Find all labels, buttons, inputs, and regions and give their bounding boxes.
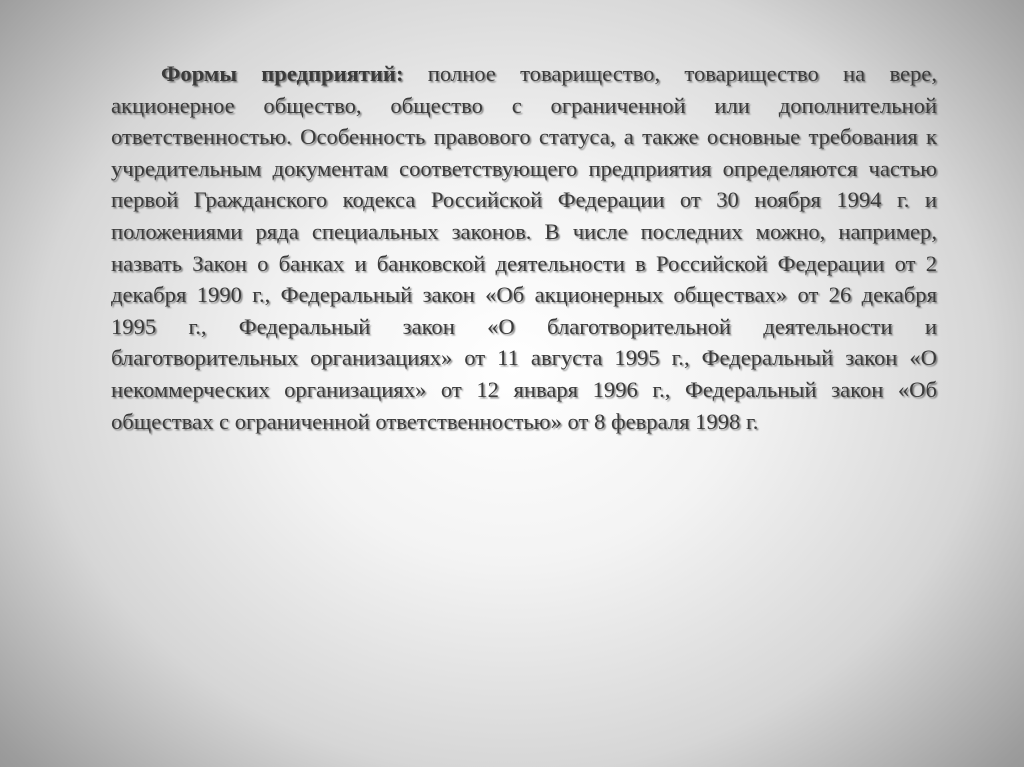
slide-paragraph: [111, 58, 937, 437]
paragraph-body-text: полное товарищество, товарищество на вере, акционерное общество, общество с ограниченной или дополнительной ответственностью. Особенность правового статуса, а также основные требования к учредительным документам соответствующего предприятия определяются частью первой Гражданского кодекса Российской Федерации от 30 ноября 1994 г. и положениями ряда специальных законов. В числе последних можно, например, назвать Закон о банках и банковской деятельности в Российской Федерации от 2 декабря 1990 г., Федеральный закон «Об акционерных обществах» от 26 декабря 1995 г., Федеральный закон «О благотворительной деятельности и благотворительных организациях» от 11 августа 1995 г., Федеральный закон «О некоммерческих организациях» от 12 января 1996 г., Федеральный закон «Об обществах с ограниченной ответственностью» от 8 февраля 1998 г.: [111, 61, 937, 434]
paragraph-lead-term: Формы предприятий:: [161, 61, 404, 86]
